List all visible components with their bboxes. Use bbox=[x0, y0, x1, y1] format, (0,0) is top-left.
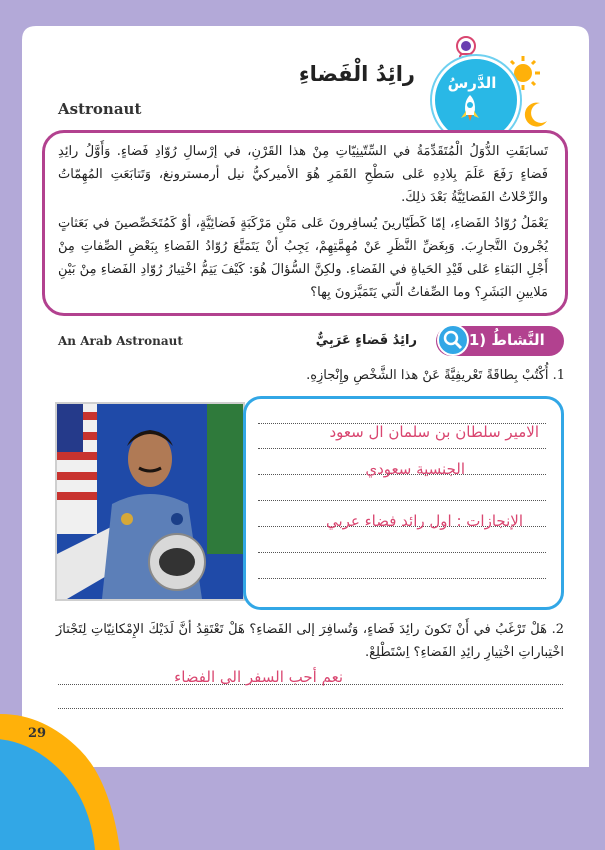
activity-english-title: An Arab Astronaut bbox=[58, 334, 183, 348]
answer-achievements: الإنجازات : اول رائد فضاء عربي bbox=[325, 512, 523, 530]
answer-nationality: الجنسية سعودي bbox=[365, 460, 465, 478]
question-2: 2. هَلْ تَرْغَبُ في أَنْ تَكونَ رائِدَ فَضاءٍ، وَتُسافِرَ إلى الفَضاءِ؟ هَلْ تَعْتَقِدُ أنَّ لَدَيْكَ الإِمْكانِيّاتِ لِتَجْتازَ اخْتِباراتِ اخْتِيارِ رائِدِ الفَضاءِ؟ اِسْتَطْلِعْ. bbox=[56, 622, 564, 660]
activity-subtitle: رائِدُ فَضاءٍ عَرَبِيٌّ bbox=[315, 333, 417, 348]
astronaut-photo bbox=[55, 402, 245, 601]
lesson-badge-label: الدَّرسُ bbox=[447, 74, 497, 92]
rocket-icon bbox=[455, 93, 485, 123]
magnifier-icon bbox=[437, 324, 469, 356]
page-corner-decoration bbox=[0, 690, 140, 850]
lesson-title: رائِدُ الْفَضاءِ bbox=[298, 62, 415, 86]
moon-icon bbox=[520, 100, 550, 130]
answer-line bbox=[258, 578, 546, 579]
activity-label: النَّشاطُ (1 bbox=[468, 331, 545, 349]
question-1: 1. أُكْتُبْ بِطاقَةً تَعْريفِيَّةً عَنْ هذا الشَّخْصِ وإِنْجازِهِ. bbox=[306, 368, 565, 383]
intro-paragraph-2: يَعْمَلُ رُوّادُ الفَضاءِ، إمّا كَطَيّارينَ يُسافِرونَ عَلى مَتْنِ مَرْكَبَةٍ فَضائِيَّةٍ، أوْ كَمُتَخَصِّصينَ في بَعَثاتٍ يُجْرونَ التَّجارِبَ. وَبِغَضِّ النَّظَرِ عَنْ مُهِمَّتِهِمْ، يَجِبُ أنْ يَتَمَتَّعَ رُوّادُ الفَضاءِ بِبَعْضِ الصِّفاتِ مِنْ أَجْلِ البَقاءِ عَلى قَيْدِ الحَياةِ في الفَضاءِ. ولكِنَّ السُّؤالَ هُوَ: كَيْفَ يَتِمُّ اخْتِيارُ رُوّادِ الفَضاءِ مِنْ بَيْنِ مَلايينِ البَشَرِ؟ وما الصِّفاتُ الّتي يَتَمَيَّزونَ بِها؟ bbox=[58, 216, 548, 300]
answer-line bbox=[258, 500, 546, 501]
answer-line bbox=[258, 448, 546, 449]
intro-paragraph-1: تَسابَقَتِ الدُّوَلُ الْمُتَقَدِّمَةُ في السِّتّينِيّاتِ مِنْ هذا القَرْنِ، في إرْسالِ رُوّادِ فَضاءٍ. وَأَوَّلُ رائِدِ فَضاءٍ رَفَعَ عَلَمَ بِلادِهِ عَلى سَطْحِ القَمَرِ هُوَ الأميركيُّ نيل أرمسترونغ، وَتَتابَعَتِ المُهِمّاتُ والرِّحْلاتُ الفَضائِيَّةُ بَعْدَ ذلِكَ. bbox=[58, 144, 548, 205]
english-title: Astronaut bbox=[58, 100, 142, 118]
page-number: 29 bbox=[28, 726, 47, 741]
answer-2: نعم أحب السفر الى الفضاء bbox=[174, 668, 343, 686]
answer-name: الامير سلطان بن سلمان ال سعود bbox=[329, 423, 539, 441]
answer-line bbox=[258, 552, 546, 553]
